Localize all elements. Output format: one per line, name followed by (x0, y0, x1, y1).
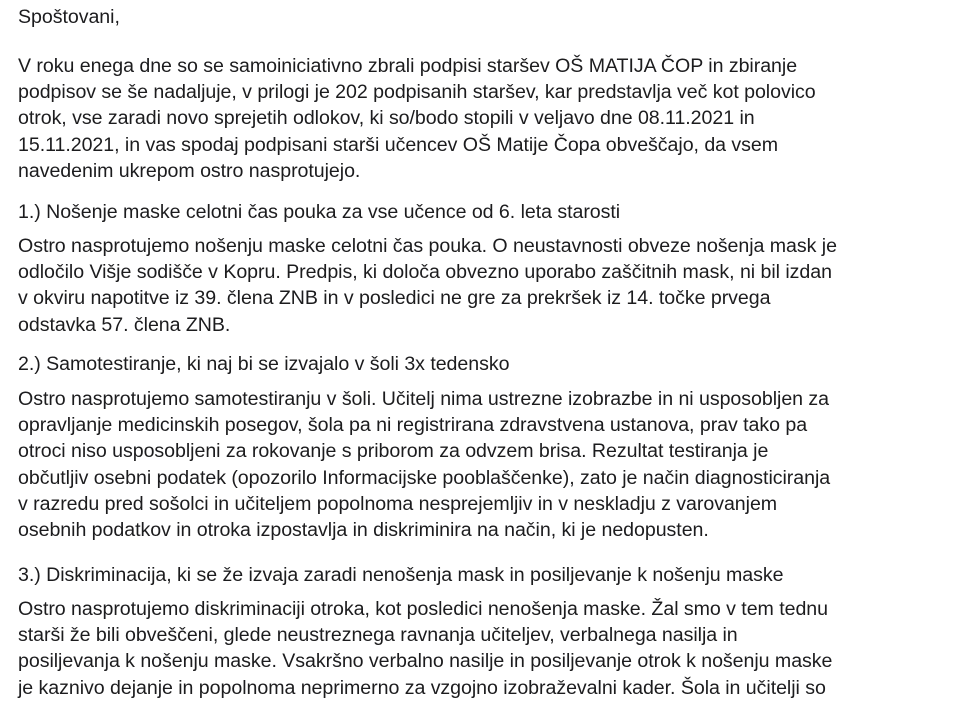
intro-paragraph: V roku enega dne so se samoiniciativno zbrali podpisi staršev OŠ MATIJA ČOP in zbiranje podpisov se še nadaljuje, v prilogi je 202 podpisanih staršev, kar predstavlja več kot polovico otrok, vse zaradi novo sprejetih odlokov, ki so/bodo stopili v veljavo dne 08.11.2021 in 15.11.2021, in vas spodaj podpisani starši učencev OŠ Matije Čopa obveščajo, da vsem navedenim ukrepom ostro nasprotujejo. (18, 55, 816, 182)
section-3-body: Ostro nasprotujemo diskriminaciji otroka, kot posledici nenošenja maske. Žal smo v tem tednu starši že bili obveščeni, glede neustreznega ravnanja učiteljev, verbalnega nasilja in posiljevanja k nošenju maske. Vsakršno verbalno nasilje in posiljevanje otrok k nošenju maske je kaznivo dejanje in popolnoma neprimerno za vzgojno izobraževalni kader. Šola in učitelji so (18, 598, 833, 699)
section-1-heading: 1.) Nošenje maske celotni čas pouka za vse učence od 6. leta starosti (18, 201, 621, 223)
section-2-heading: 2.) Samotestiranje, ki naj bi se izvajalo v šoli 3x tedensko (18, 353, 510, 375)
greeting: Spoštovani, (18, 6, 120, 28)
section-3-heading: 3.) Diskriminacija, ki se že izvaja zaradi nenošenja mask in posiljevanje k nošenju maske (18, 564, 784, 586)
section-1-body: Ostro nasprotujemo nošenju maske celotni čas pouka. O neustavnosti obveze nošenja mask je odločilo Višje sodišče v Kopru. Predpis, ki določa obvezno uporabo zaščitnih mask, ni bil izdan v okviru napotitve iz 39. člena ZNB in v posledici ne gre za prekršek iz 14. točke prvega odstavka 57. člena ZNB. (18, 235, 837, 336)
section-2-body: Ostro nasprotujemo samotestiranju v šoli. Učitelj nima ustrezne izobrazbe in ni usposobljen za opravljanje medicinskih posegov, šola pa ni registrirana zdravstvena ustanova, prav tako pa otroci niso usposobljeni za rokovanje s priborom za odvzem brisa. Rezultat testiranja je občutljiv osebni podatek (opozorilo Informacijske pooblaščenke), zato je način diagnosticiranja v razredu pred sošolci in učiteljem popolnoma nesprejemljiv in v neskladju z varovanjem osebnih podatkov in otroka izpostavlja in diskriminira na način, ki je nedopusten. (18, 388, 831, 542)
